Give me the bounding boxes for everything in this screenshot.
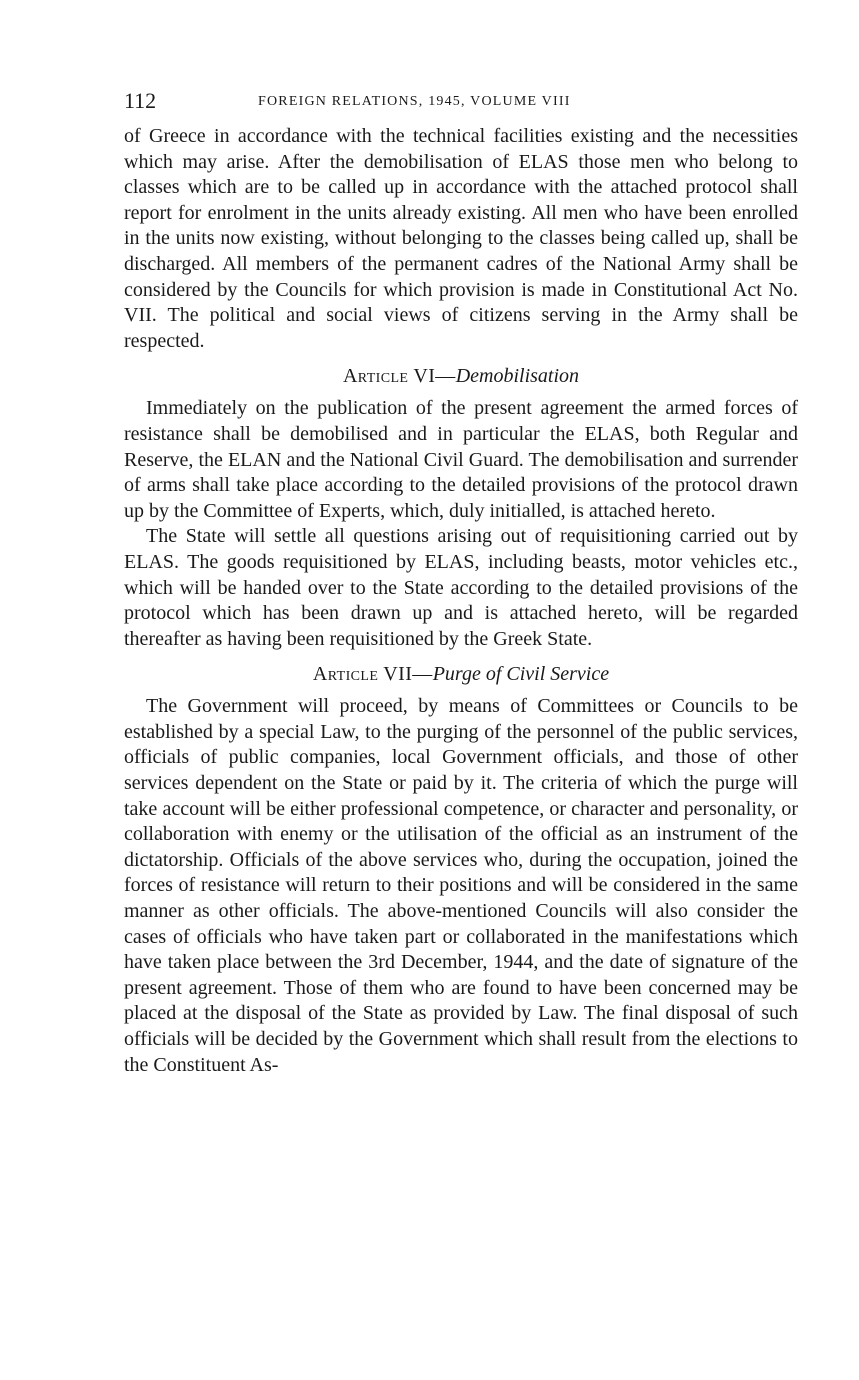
running-head <box>124 86 798 116</box>
article-vii-title: Purge of Civil Service <box>432 663 610 686</box>
paragraph-continued: of Greece in accordance with the technical facilities existing and the necessities which may arise. After the demobilisation of ELAS those men who belong to classes which are to be called up in accordance with the attached protocol shall report for enrolment in the units already existing. All men who have been enrolled in the units now existing, without belonging to the classes being called up, shall be discharged. All members of the permanent cadres of the National Army shall be considered by the Councils for which provision is made in Constitutional Act No. VII. The political and social views of citizens serving in the Army shall be respected. <box>124 125 798 352</box>
page-number: 112 <box>124 88 157 113</box>
article-vii-paragraph-1: The Government will proceed, by means of Committees or Councils to be established by a special Law, to the purging of the personnel of the public services, officials of public companies, local Government officials, and those of other services dependent on the State or paid by it. The criteria of which the purge will take account will be either professional competence, or character and personality, or collaboration with enemy or the utilisation of the official as an instrument of the dictatorship. Officials of the above services who, during the occupation, joined the forces of resistance will return to their positions and will be considered in the same manner as other officials. The above-mentioned Councils will also consider the cases of officials who have taken part or collaborated in the manifestations which have taken place between the 3rd December, 1944, and the date of signature of the present agreement. Those of them who are found to have been concerned may be placed at the disposal of the State as provided by Law. The final disposal of such officials will be decided by the Government which shall result from the elections to the Constituent As- <box>124 695 798 1076</box>
article-vi-heading <box>124 363 798 389</box>
article-vi-label: Article VI— <box>342 365 456 388</box>
article-vii-label: Article VII— <box>312 663 433 686</box>
article-vi-paragraph-2: The State will settle all questions arising out of requisitioning carried out by ELAS. The goods requisitioned by ELAS, including beasts, motor vehicles etc., which will be handed over to the State according to the detailed provisions of the protocol which has been drawn up and is attached hereto, will be regarded thereafter as having been requisitioned by the Greek State. <box>124 525 798 650</box>
document-page <box>124 86 798 1078</box>
article-vii-heading <box>124 661 798 687</box>
article-vi-title: Demobilisation <box>455 365 580 388</box>
article-vi-paragraph-1: Immediately on the publication of the present agreement the armed forces of resistance shall be demobilised and in particular the ELAS, both Regular and Reserve, the ELAN and the National Civil Guard. The demobilisation and surrender of arms shall take place according to the detailed provisions of the protocol drawn up by the Committee of Experts, which, duly initialled, is attached hereto. <box>124 397 798 522</box>
running-head-title: FOREIGN RELATIONS, 1945, VOLUME VIII <box>258 94 571 109</box>
